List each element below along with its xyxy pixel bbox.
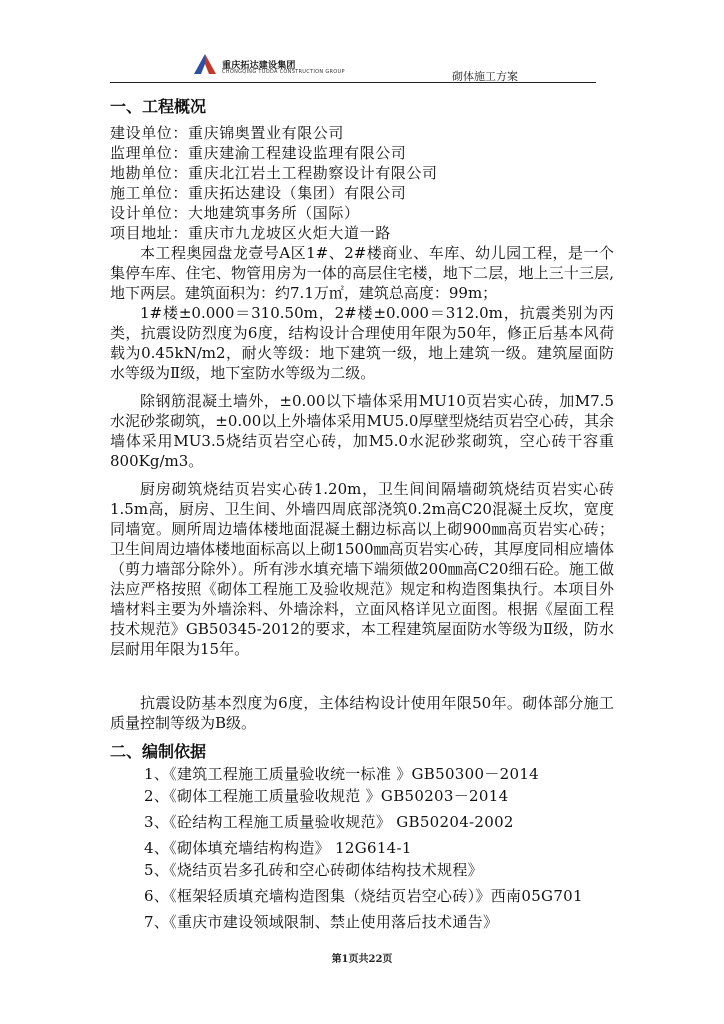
info-line: 建设单位：重庆锦奥置业有限公司 [110,124,345,142]
reference-item: 2、《砌体工程施工质量验收规范 》GB50203－2014 [144,787,509,805]
section-heading: 一、工程概况 [110,97,207,116]
info-line: 设计单位：大地建筑事务所（国际） [110,204,360,222]
document-title: 砌体施工方案 [452,70,518,83]
spacer [110,383,614,391]
header-divider [110,82,596,83]
company-name: 重庆拓达建设集团 [222,61,296,71]
reference-item: 5、《烧结页岩多孔砖和空心砖砌体结构技术规程》 [144,861,483,879]
paragraph: 本工程奥园盘龙壹号A区1#、2#楼商业、车库、幼儿园工程，是一个集停车库、住宅、物管用房为一体的高层住宅楼，地下二层，地上三十三层,地下两层。建筑面积为：约7.1万㎡，建筑总高度：99m； [110,244,614,302]
reference-item: 6、《框架轻质填充墙构造图集（烧结页岩空心砖）》西南05G701 [144,887,583,905]
info-line: 施工单位：重庆拓达建设（集团）有限公司 [110,184,407,202]
section-heading: 二、编制依据 [110,742,207,761]
spacer [110,659,614,693]
page-header [110,44,596,86]
reference-item: 4、《砌体填充墙结构构造》 12G614-1 [144,839,412,857]
paragraph: 1#楼±0.000＝310.50m，2#楼±0.000＝312.0m，抗震类别为丙类，抗震设防烈度为6度，结构设计合理使用年限为50年，修正后基本风荷载为0.45kN/m2，耐火等级：地下建筑一级，地上建筑一级。建筑屋面防水等级为Ⅱ级，地下室防水等级为二级。 [110,304,614,382]
document-body [110,96,614,933]
paragraph: 除钢筋混凝土墙外，±0.00以下墙体采用MU10页岩实心砖，加M7.5水泥砂浆砌筑，±0.00以上外墙体采用MU5.0厚壁型烧结页岩空心砖，其余墙体采用MU3.5烧结页岩空心砖，加M5.0水泥砂浆砌筑，空心砖干容重800Kg/m3。 [110,392,614,470]
reference-item: 3、《砼结构工程施工质量验收规范》 GB50204-2002 [144,813,514,831]
reference-item: 1、《建筑工程施工质量验收统一标准 》GB50300－2014 [144,765,540,783]
company-logo-icon [192,52,218,76]
paragraph: 抗震设防基本烈度为6度，主体结构设计使用年限50年。砌体部分施工质量控制等级为B级。 [110,694,614,732]
company-name-en: CHONGQING TUODA CONSTRUCTION GROUP [222,69,345,75]
info-line: 项目地址：重庆市九龙坡区火炬大道一路 [110,224,391,242]
spacer [110,471,614,479]
paragraph: 厨房砌筑烧结页岩实心砖1.20m，卫生间间隔墙砌筑烧结页岩实心砖1.5m高，厨房、卫生间、外墙四周底部浇筑0.2m高C20混凝土反坎，宽度同墙宽。厕所周边墙体楼地面混凝土翻边标高以上砌900㎜高页岩实心砖；卫生间周边墙体楼地面标高以上砌1500㎜高页岩实心砖，其厚度同相应墙体（剪力墙部分除外）。所有涉水填充墙下端须做200㎜高C20细石砼。施工做法应严格按照《砌体工程施工及验收规范》规定和构造图集执行。本项目外墙材料主要为外墙涂料、外墙涂料，立面风格详见立面图。根据《屋面工程技术规范》GB50345-2012的要求，本工程建筑屋面防水等级为Ⅱ级，防水层耐用年限为15年。 [110,480,614,658]
page-number: 第1页共22页 [331,954,393,965]
info-line: 监理单位：重庆建渝工程建设监理有限公司 [110,144,407,162]
reference-item: 7、《重庆市建设领域限制、禁止使用落后技术通告》 [144,913,499,931]
info-line: 地勘单位：重庆北江岩土工程勘察设计有限公司 [110,164,438,182]
